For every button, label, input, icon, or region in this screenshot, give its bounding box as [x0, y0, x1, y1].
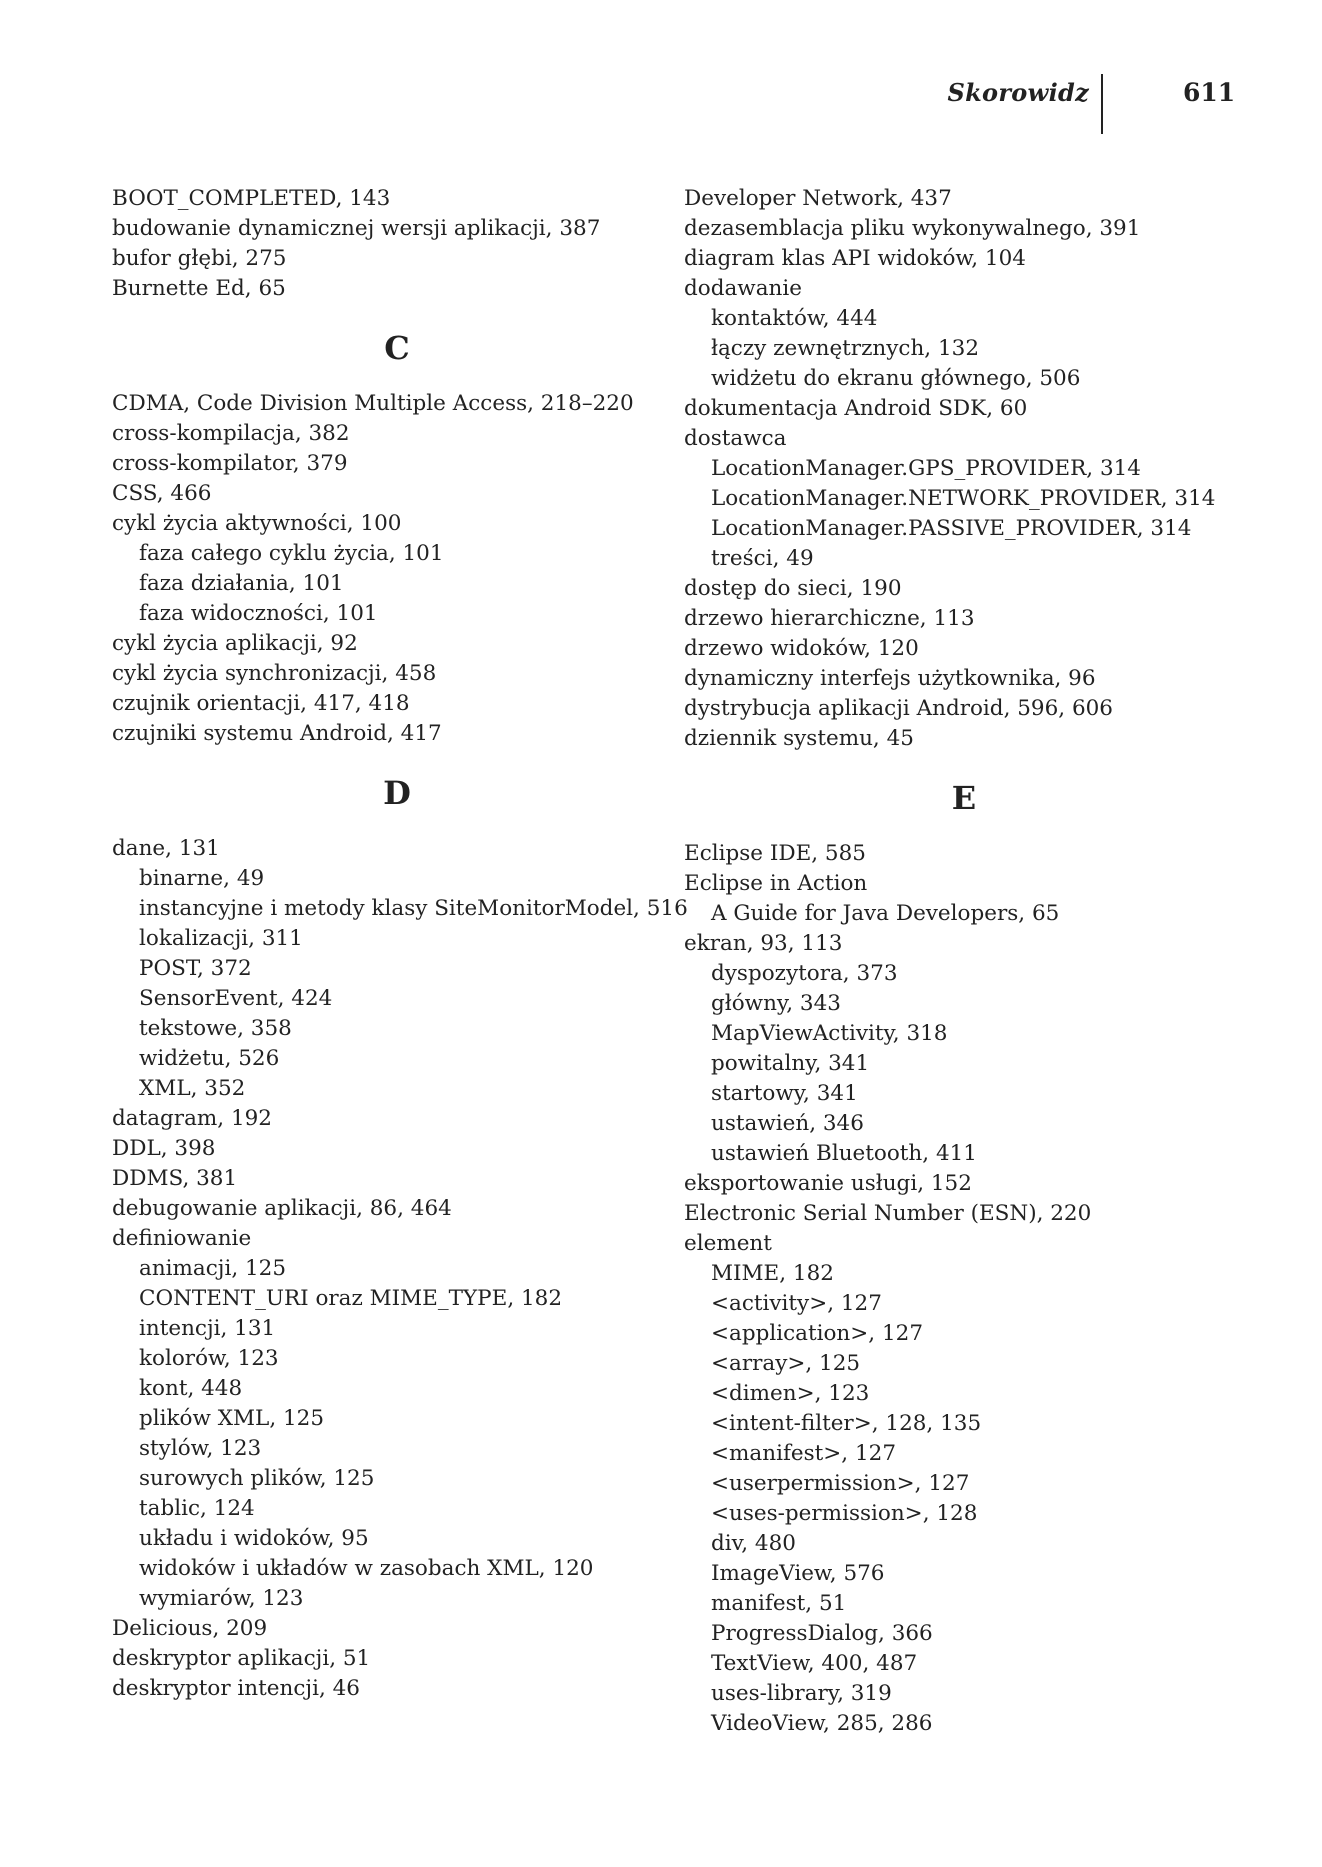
- index-entry: dynamiczny interfejs użytkownika, 96: [684, 666, 1096, 691]
- index-entry: CSS, 466: [112, 481, 212, 506]
- index-subentry: LocationManager.GPS_PROVIDER, 314: [711, 456, 1141, 481]
- index-subentry: manifest, 51: [711, 1591, 847, 1616]
- index-entry: dostęp do sieci, 190: [684, 576, 902, 601]
- index-entry: definiowanie: [112, 1226, 252, 1251]
- index-subentry: faza całego cyklu życia, 101: [139, 541, 444, 566]
- index-subentry: widżetu, 526: [139, 1046, 280, 1071]
- index-entry: dokumentacja Android SDK, 60: [684, 396, 1028, 421]
- index-column-left: [112, 184, 688, 1704]
- index-entry: dane, 131: [112, 836, 220, 861]
- index-subentry: kontaktów, 444: [711, 306, 878, 331]
- index-subentry: <application>, 127: [711, 1321, 923, 1346]
- index-subentry: wymiarów, 123: [139, 1586, 304, 1611]
- index-entry: Delicious, 209: [112, 1616, 268, 1641]
- index-entry: cykl życia aplikacji, 92: [112, 631, 358, 656]
- index-entry: Burnette Ed, 65: [112, 276, 286, 301]
- index-entry: dziennik systemu, 45: [684, 726, 914, 751]
- index-entry: CDMA, Code Division Multiple Access, 218–220: [112, 391, 634, 416]
- index-entry: budowanie dynamicznej wersji aplikacji, 387: [112, 216, 601, 241]
- header-divider: [1101, 74, 1103, 134]
- index-subentry: surowych plików, 125: [139, 1466, 375, 1491]
- index-entry: DDL, 398: [112, 1136, 216, 1161]
- index-subentry: POST, 372: [139, 956, 252, 981]
- index-entry: diagram klas API widoków, 104: [684, 246, 1026, 271]
- index-entry: dezasemblacja pliku wykonywalnego, 391: [684, 216, 1141, 241]
- index-entry: ekran, 93, 113: [684, 931, 843, 956]
- index-entry: czujnik orientacji, 417, 418: [112, 691, 410, 716]
- index-subentry: instancyjne i metody klasy SiteMonitorModel, 516: [139, 896, 688, 921]
- index-subentry: LocationManager.PASSIVE_PROVIDER, 314: [711, 516, 1192, 541]
- index-subentry: stylów, 123: [139, 1436, 262, 1461]
- index-entry: dostawca: [684, 426, 787, 451]
- index-subentry: ustawień Bluetooth, 411: [711, 1141, 977, 1166]
- index-subentry: <userpermission>, 127: [711, 1471, 970, 1496]
- index-entry: dodawanie: [684, 276, 802, 301]
- index-subentry: faza działania, 101: [139, 571, 344, 596]
- index-subentry: XML, 352: [139, 1076, 246, 1101]
- index-subentry: SensorEvent, 424: [139, 986, 333, 1011]
- index-entry: czujniki systemu Android, 417: [112, 721, 442, 746]
- index-entry: Electronic Serial Number (ESN), 220: [684, 1201, 1092, 1226]
- index-subentry: animacji, 125: [139, 1256, 287, 1281]
- index-subentry: faza widoczności, 101: [139, 601, 378, 626]
- index-entry: Eclipse in Action: [684, 871, 868, 896]
- index-subentry: <uses-permission>, 128: [711, 1501, 978, 1526]
- index-entry: drzewo hierarchiczne, 113: [684, 606, 975, 631]
- index-subentry: ustawień, 346: [711, 1111, 864, 1136]
- index-entry: BOOT_COMPLETED, 143: [112, 186, 391, 211]
- index-column-right: [684, 184, 1244, 1739]
- index-subentry: lokalizacji, 311: [139, 926, 303, 951]
- index-subentry: treści, 49: [711, 546, 814, 571]
- index-section-letter: C: [384, 329, 410, 367]
- index-section-letter: D: [383, 774, 411, 812]
- index-subentry: łączy zewnętrznych, 132: [711, 336, 979, 361]
- index-subentry: CONTENT_URI oraz MIME_TYPE, 182: [139, 1286, 563, 1311]
- index-subentry: startowy, 341: [711, 1081, 858, 1106]
- index-subentry: <array>, 125: [711, 1351, 861, 1376]
- index-subentry: MapViewActivity, 318: [711, 1021, 948, 1046]
- index-entry: datagram, 192: [112, 1106, 272, 1131]
- index-entry: drzewo widoków, 120: [684, 636, 919, 661]
- index-subentry: <intent-filter>, 128, 135: [711, 1411, 982, 1436]
- index-subentry: intencji, 131: [139, 1316, 276, 1341]
- index-subentry: LocationManager.NETWORK_PROVIDER, 314: [711, 486, 1216, 511]
- index-subentry: główny, 343: [711, 991, 841, 1016]
- index-entry: Developer Network, 437: [684, 186, 952, 211]
- index-subentry: ProgressDialog, 366: [711, 1621, 933, 1646]
- index-subentry: <dimen>, 123: [711, 1381, 870, 1406]
- index-subentry: <manifest>, 127: [711, 1441, 897, 1466]
- index-entry: DDMS, 381: [112, 1166, 238, 1191]
- index-subentry: <activity>, 127: [711, 1291, 882, 1316]
- index-entry: cykl życia synchronizacji, 458: [112, 661, 437, 686]
- index-entry: deskryptor intencji, 46: [112, 1676, 360, 1701]
- index-entry: cross-kompilacja, 382: [112, 421, 350, 446]
- index-subentry: powitalny, 341: [711, 1051, 870, 1076]
- index-entry: dystrybucja aplikacji Android, 596, 606: [684, 696, 1113, 721]
- index-entry: Eclipse IDE, 585: [684, 841, 866, 866]
- index-entry: bufor głębi, 275: [112, 246, 287, 271]
- index-subentry: MIME, 182: [711, 1261, 834, 1286]
- index-section-letter: E: [951, 779, 977, 817]
- page-number: 611: [1183, 78, 1236, 107]
- index-entry: element: [684, 1231, 772, 1256]
- index-subentry: TextView, 400, 487: [711, 1651, 918, 1676]
- index-subentry: kolorów, 123: [139, 1346, 279, 1371]
- index-subentry: VideoView, 285, 286: [711, 1711, 933, 1736]
- page-header: [0, 70, 1322, 140]
- index-subentry: ImageView, 576: [711, 1561, 885, 1586]
- index-subentry: div, 480: [711, 1531, 796, 1556]
- index-subentry: tablic, 124: [139, 1496, 255, 1521]
- index-subentry: układu i widoków, 95: [139, 1526, 369, 1551]
- index-entry: eksportowanie usługi, 152: [684, 1171, 972, 1196]
- index-subentry: widoków i układów w zasobach XML, 120: [139, 1556, 594, 1581]
- running-title: Skorowidz: [947, 78, 1089, 107]
- index-entry: deskryptor aplikacji, 51: [112, 1646, 371, 1671]
- index-subentry: kont, 448: [139, 1376, 243, 1401]
- index-subentry: binarne, 49: [139, 866, 265, 891]
- index-entry: cross-kompilator, 379: [112, 451, 348, 476]
- index-subentry: dyspozytora, 373: [711, 961, 898, 986]
- index-subentry: tekstowe, 358: [139, 1016, 292, 1041]
- index-subentry: widżetu do ekranu głównego, 506: [711, 366, 1081, 391]
- index-subentry: uses-library, 319: [711, 1681, 892, 1706]
- index-entry: cykl życia aktywności, 100: [112, 511, 402, 536]
- index-subentry: plików XML, 125: [139, 1406, 325, 1431]
- index-subentry: A Guide for Java Developers, 65: [711, 901, 1060, 926]
- index-entry: debugowanie aplikacji, 86, 464: [112, 1196, 452, 1221]
